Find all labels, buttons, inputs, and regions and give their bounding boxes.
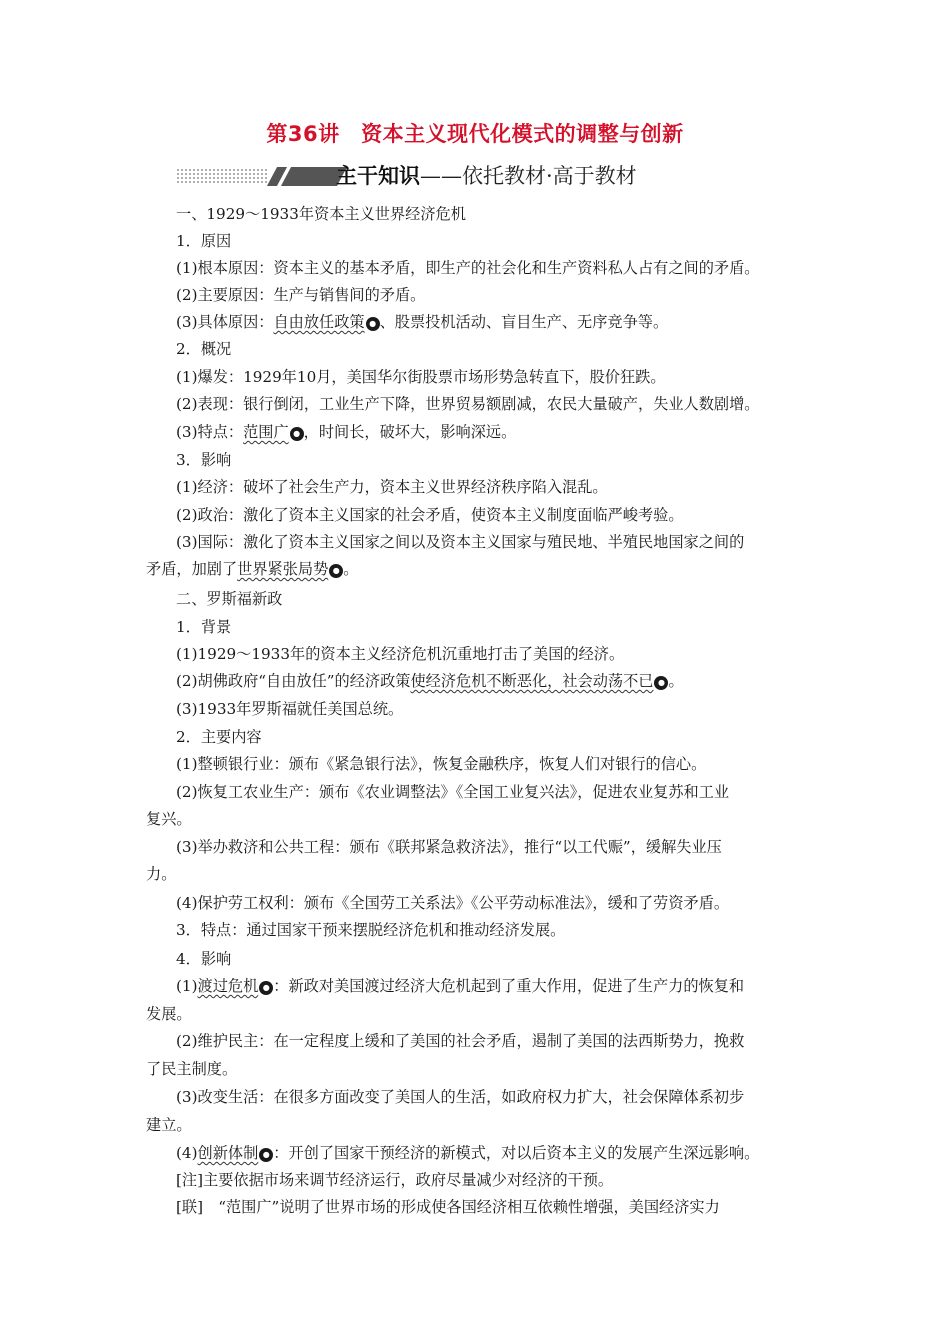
circled-note-icon: ● (259, 1148, 273, 1162)
text-line (176, 1142, 759, 1164)
text-span: (3)具体原因： (176, 313, 274, 331)
section-heading: 二、罗斯福新政 (176, 590, 283, 608)
text-line: (3)1933年罗斯福就任美国总统。 (176, 700, 404, 718)
text-line: 复兴。 (146, 810, 192, 828)
text-line: 力。 (146, 865, 177, 883)
text-line (176, 311, 668, 333)
subsection-heading: 3．影响 (176, 451, 232, 469)
subsection-heading: 2．概况 (176, 340, 232, 358)
text-span: 。 (343, 560, 359, 578)
text-span: (4) (176, 1144, 198, 1162)
text-line (146, 558, 358, 580)
text-line: (2)恢复工农业生产：颁布《农业调整法》《全国工业复兴法》，促进农业复苏和工业 (176, 783, 730, 801)
text-line: (1)爆发：1929年10月，美国华尔街股票市场形势急转直下，股价狂跌。 (176, 368, 666, 386)
text-line: 建立。 (146, 1116, 192, 1134)
text-span: 。 (668, 672, 684, 690)
text-line: (2)维护民主：在一定程度上缓和了美国的社会矛盾，遏制了美国的法西斯势力，挽救 (176, 1032, 745, 1050)
text-line: (1)根本原因：资本主义的基本矛盾，即生产的社会化和生产资料私人占有之间的矛盾。 (176, 259, 760, 277)
text-line: (3)举办救济和公共工程：颁布《联邦紧急救济法》，推行“以工代赈”，缓解失业压 (176, 838, 722, 856)
subsection-heading: 1．背景 (176, 618, 232, 636)
emphasized-term: 自由放任政策 (273, 313, 365, 331)
circled-note-icon: ● (290, 427, 304, 441)
text-line: (2)主要原因：生产与销售间的矛盾。 (176, 286, 426, 304)
section-heading: 一、1929～1933年资本主义世界经济危机 (176, 205, 466, 223)
text-span: ，时间长，破坏大，影响深远。 (303, 423, 517, 441)
text-line: (3)国际：激化了资本主义国家之间以及资本主义国家与殖民地、半殖民地国家之间的 (176, 533, 745, 551)
subsection-heading: 2．主要内容 (176, 728, 262, 746)
text-line: 3．特点：通过国家干预来摆脱经济危机和推动经济发展。 (176, 921, 566, 939)
text-line: (4)保护劳工权利：颁布《全国劳工关系法》《公平劳动标准法》，缓和了劳资矛盾。 (176, 894, 730, 912)
subsection-heading: 1．原因 (176, 232, 232, 250)
emphasized-term: 世界紧张局势 (237, 560, 329, 578)
emphasized-term: 范围广 (243, 423, 289, 441)
text-span: (3)特点： (176, 423, 244, 441)
emphasized-term: 使经济危机不断恶化，社会动荡不已 (410, 672, 654, 690)
emphasized-term: 渡过危机 (197, 977, 259, 995)
text-line: (2)表现：银行倒闭，工业生产下降，世界贸易额剧减，农民大量破产，失业人数剧增。 (176, 395, 760, 413)
text-span: (2)胡佛政府“自由放任”的经济政策 (176, 672, 411, 690)
subsection-heading: 4．影响 (176, 950, 232, 968)
lecture-title: 第36讲 资本主义现代化模式的调整与创新 (266, 122, 684, 146)
text-line: (1)经济：破坏了社会生产力，资本主义世界经济秩序陷入混乱。 (176, 478, 608, 496)
text-span: (1) (176, 977, 198, 995)
text-line: (1)整顿银行业：颁布《紧急银行法》，恢复金融秩序，恢复人们对银行的信心。 (176, 755, 707, 773)
circled-note-icon: ● (329, 564, 343, 578)
banner-main-text: 主干知识 (336, 164, 420, 188)
note-line: [注]主要依据市场来调节经济运行，政府尽量减少对经济的干预。 (176, 1171, 614, 1189)
text-line (176, 670, 684, 692)
text-line: (3)改变生活：在很多方面改变了美国人的生活，如政府权力扩大，社会保障体系初步 (176, 1088, 745, 1106)
circled-note-icon: ● (366, 317, 380, 331)
text-line (176, 421, 516, 443)
circled-note-icon: ● (654, 676, 668, 690)
text-span: 、股票投机活动、盲目生产、无序竞争等。 (379, 313, 669, 331)
text-span: ：开创了国家干预经济的新模式，对以后资本主义的发展产生深远影响。 (273, 1144, 760, 1162)
banner-sub-text: ——依托教材·高于教材 (420, 164, 637, 188)
text-line: 发展。 (146, 1005, 192, 1023)
emphasized-term: 创新体制 (197, 1144, 259, 1162)
text-line: (1)1929～1933年的资本主义经济危机沉重地打击了美国的经济。 (176, 645, 625, 663)
text-line: (2)政治：激化了资本主义国家的社会矛盾，使资本主义制度面临严峻考验。 (176, 506, 684, 524)
circled-note-icon: ● (259, 981, 273, 995)
dotted-pattern-decoration (176, 168, 268, 184)
text-span: 矛盾，加剧了 (146, 560, 238, 578)
section-banner (176, 162, 736, 190)
text-line: 了民主制度。 (146, 1060, 238, 1078)
note-line: [联] “范围广”说明了世界市场的形成使各国经济相互依赖性增强，美国经济实力 (176, 1198, 720, 1216)
text-line (176, 975, 744, 997)
text-span: ：新政对美国渡过经济大危机起到了重大作用，促进了生产力的恢复和 (273, 977, 745, 995)
banner-heading (336, 162, 637, 190)
